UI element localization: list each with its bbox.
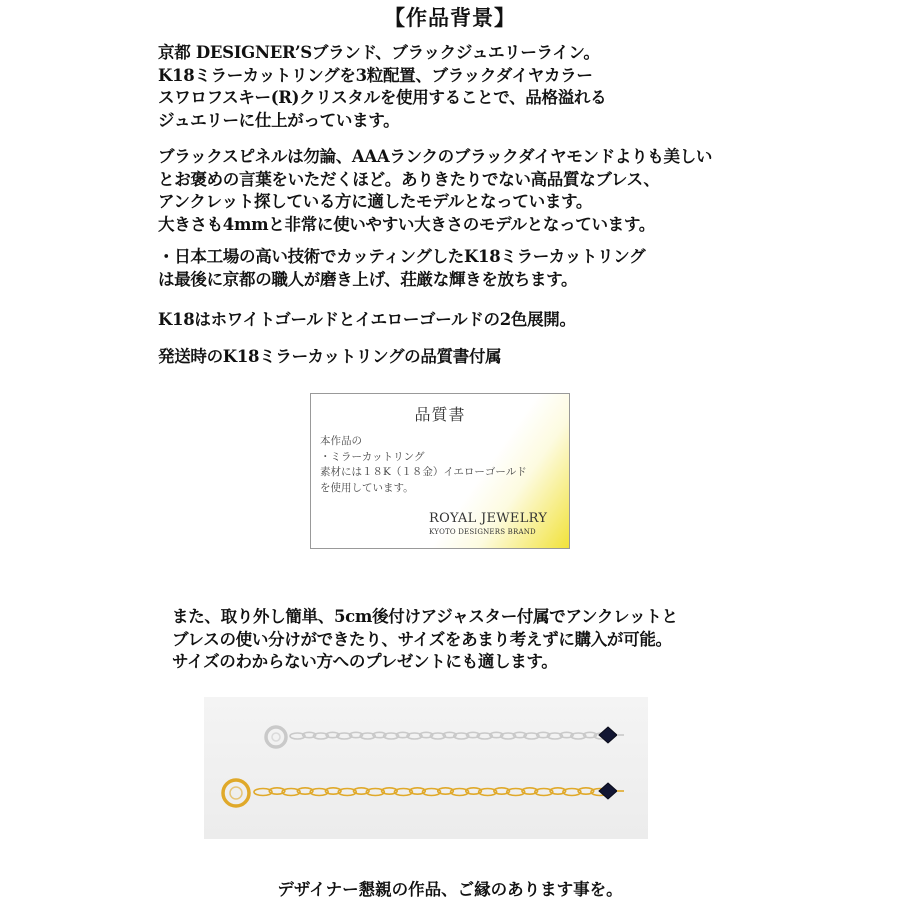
gold-adjuster-chain — [223, 780, 624, 806]
section-heading: 【作品背景】 — [384, 5, 516, 30]
silver-spring-ring-clasp — [266, 727, 286, 747]
text-line: K18はホワイトゴールドとイエローゴールドの2色展開。 — [158, 310, 576, 329]
text-line: ジュエリーに仕上がっています。 — [158, 110, 400, 130]
certificate-line: ・ミラーカットリング — [320, 450, 425, 463]
paragraph-certificate-note — [158, 346, 798, 369]
text-line: は最後に京都の職人が磨き上げ、荘厳な輝きを放ちます。 — [158, 269, 578, 289]
text-line: また、取り外し簡単、5cm後付けアジャスター付属でアンクレットと — [172, 607, 678, 626]
quality-certificate-image — [310, 393, 570, 549]
black-crystal-bead — [599, 727, 617, 743]
text-line: 大きさも4mmと非常に使いやすい大きさのモデルとなっています。 — [158, 214, 655, 234]
certificate-title: 品質書 — [414, 405, 466, 424]
text-line: とお褒めの言葉をいただくほど。ありきたりでない高品質なブレス、 — [158, 169, 660, 189]
text-line: スワロフスキー(R)クリスタルを使用することで、品格溢れる — [158, 88, 607, 107]
gold-spring-ring-clasp — [223, 780, 249, 806]
certificate-subbrand: KYOTO DESIGNERS BRAND — [429, 528, 536, 536]
text-line: 発送時のK18ミラーカットリングの品質書付属 — [158, 347, 502, 366]
gold-spring-ring-inner — [230, 787, 242, 799]
paragraph-quality — [158, 146, 798, 236]
certificate-line: を使用しています。 — [320, 481, 414, 494]
black-crystal-bead — [599, 783, 617, 799]
text-line: ブレスの使い分けができたり、サイズをあまり考えずに購入が可能。 — [172, 629, 672, 649]
certificate-body — [320, 434, 527, 496]
certificate-brand: ROYAL JEWELRY — [429, 511, 548, 526]
text-line: K18ミラーカットリングを3粒配置、ブラックダイヤカラー — [158, 65, 593, 85]
certificate-line: 素材には１８K（１８金）イエローゴールド — [320, 466, 527, 478]
certificate-line: 本作品の — [320, 435, 362, 447]
text-line: ブラックスピネルは勿論、AAAランクのブラックダイヤモンドよりも美しい — [158, 147, 713, 166]
silver-adjuster-chain — [266, 727, 624, 747]
paragraph-craftsmanship — [158, 246, 798, 291]
chain-illustration — [204, 697, 648, 839]
paragraph-colors — [158, 309, 798, 332]
paragraph-brand-intro — [158, 42, 798, 132]
adjuster-chain-photo — [204, 697, 648, 839]
text-line: ・日本工場の高い技術でカッティングしたK18ミラーカットリング — [158, 247, 646, 266]
text-line: 京都 DESIGNER’Sブランド、ブラックジュエリーライン。 — [158, 43, 600, 62]
silver-spring-ring-inner — [272, 733, 280, 741]
text-line: アンクレット探している方に適したモデルとなっています。 — [158, 192, 593, 211]
paragraph-adjuster — [172, 606, 812, 674]
text-line: サイズのわからない方へのプレゼントにも適します。 — [172, 652, 558, 671]
closing-message: デザイナー懇親の作品、ご縁のあります事を。 — [277, 880, 623, 899]
